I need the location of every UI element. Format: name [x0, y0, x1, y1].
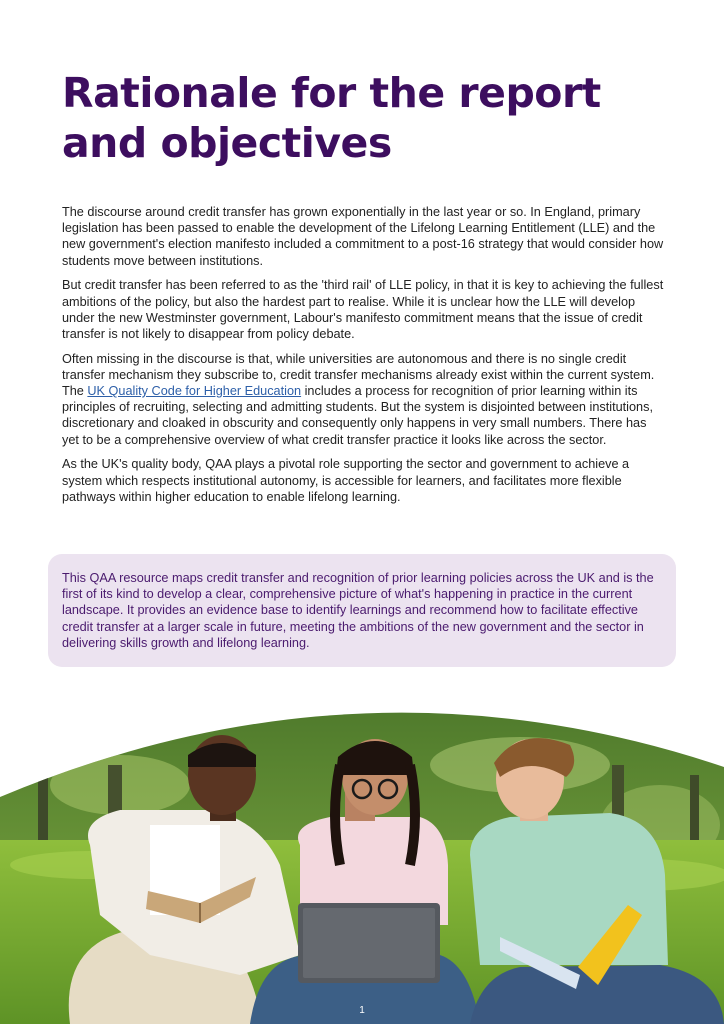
paragraph-4: As the UK's quality body, QAA plays a pivotal role supporting the sector and government to achieve a system which respects institutional autonomy, is accessible for learners, and facilitates more flexible pathways within higher education to enable lifelong learning.	[62, 457, 630, 504]
body-text	[62, 204, 666, 513]
page-title	[62, 68, 682, 168]
paragraph-3-start: Often missing in the discourse is that, while universities are autonomous and there is no single credit transfer mechanism they subscribe to, credit transfer mechanisms already exist within the current system. The	[62, 351, 655, 399]
callout-text: This QAA resource maps credit transfer and recognition of prior learning policies across the UK and is the first of its kind to develop a clear, comprehensive picture of what's happening in practice in the current landscape. It provides an evidence base to identify learnings and recommend how to facilitate effective credit transfer at a larger scale in future, meeting the ambitions of the new government and the sector in delivering skills growth and lifelong learning.	[62, 571, 654, 650]
paragraph-1: The discourse around credit transfer has grown exponentially in the last year or so. In England, primary legislation has been passed to enable the development of the Lifelong Learning Entitlement (LLE) and the new government's election manifesto included a commitment to a post-16 strategy that would consider how students move between institutions.	[62, 205, 664, 268]
paragraph-2: But credit transfer has been referred to as the 'third rail' of LLE policy, in that it is key to achieving the fullest ambitions of the policy, but also the hardest part to realise. While it is unclear how the LLE will develop under the new Westminster government, Labour's manifesto commitment means that the issue of credit transfer is not likely to disappear from policy debate.	[62, 278, 664, 341]
students-photo	[0, 705, 724, 1024]
title-line-2: and objectives	[62, 119, 392, 167]
paragraph-3	[62, 351, 666, 448]
callout-box	[48, 554, 676, 667]
quality-code-link[interactable]: UK Quality Code for Higher Education	[87, 384, 302, 399]
paragraph-3-end: includes a process for recognition of prior learning within its principles of recruiting, selecting and admitting students. But the system is disjointed between institutions, discretionary and cloaked in obscurity and consequently only happens in very small numbers. There has yet to be a comprehensive overview of what credit transfer practice it looks like across the sector.	[62, 384, 653, 447]
title-line-1: Rationale for the report	[62, 69, 601, 117]
page-number: 1	[359, 1005, 365, 1016]
